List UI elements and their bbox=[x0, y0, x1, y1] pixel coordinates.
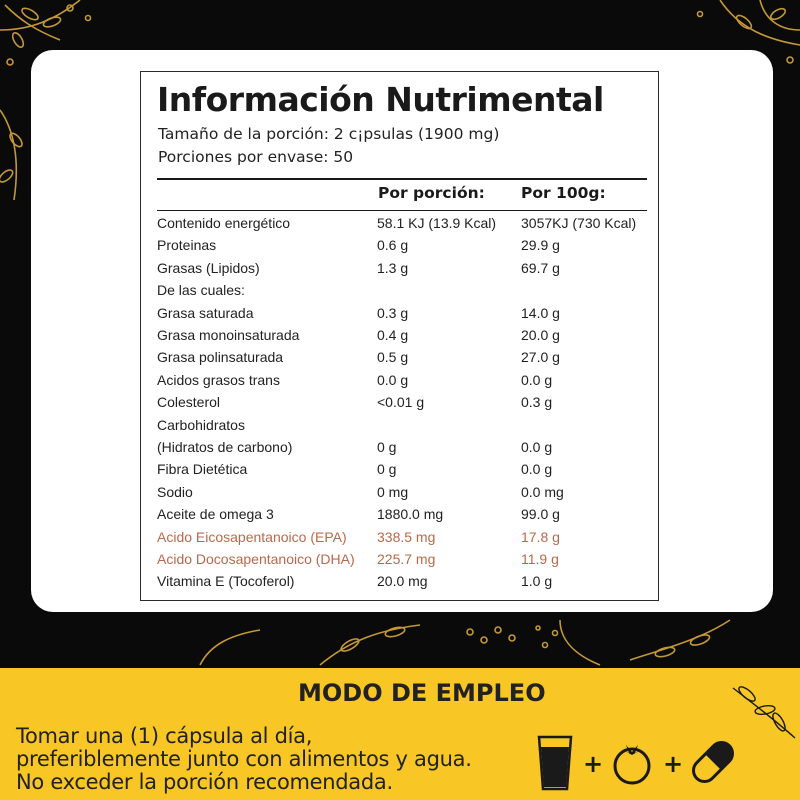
column-per-serving: Por porción: bbox=[378, 184, 485, 202]
nutrient-name: Contenido energético bbox=[157, 215, 291, 231]
usage-line: No exceder la porción recomendada. bbox=[16, 770, 393, 794]
value-per-100g: 0.0 g bbox=[521, 461, 553, 478]
tomato-icon bbox=[607, 740, 657, 786]
value-per-serving: 0.0 g bbox=[377, 371, 409, 388]
value-per-serving: 0 mg bbox=[377, 483, 409, 500]
nutrient-row bbox=[157, 570, 647, 592]
nutrient-row bbox=[157, 279, 647, 301]
nutrient-row bbox=[157, 526, 647, 548]
column-per-100g: Por 100g: bbox=[521, 184, 606, 202]
nutrient-name: Vitamina E (Tocoferol) bbox=[157, 573, 295, 590]
label-title: Información Nutrimental bbox=[157, 80, 604, 119]
value-per-100g: 29.9 g bbox=[521, 237, 560, 254]
nutrient-row bbox=[157, 481, 647, 503]
nutrient-row bbox=[157, 369, 647, 391]
nutrient-name: Grasa saturada bbox=[157, 304, 254, 321]
value-per-serving: 20.0 mg bbox=[377, 573, 428, 590]
value-per-100g: 0.0 mg bbox=[521, 483, 564, 500]
nutrient-name: (Hidratos de carbono) bbox=[157, 439, 293, 455]
nutrient-name: De las cuales: bbox=[157, 282, 245, 299]
nutrient-name: Sodio bbox=[157, 483, 193, 500]
value-per-100g: 14.0 g bbox=[521, 304, 560, 321]
nutrient-name: Acido Eicosapentanoico (EPA) bbox=[157, 528, 347, 545]
nutrient-row bbox=[157, 503, 647, 525]
value-per-100g: 20.0 g bbox=[521, 327, 560, 343]
nutrient-row bbox=[157, 414, 647, 436]
column-rule bbox=[157, 210, 647, 211]
value-per-serving: 1.3 g bbox=[377, 259, 409, 276]
nutrient-row bbox=[157, 257, 647, 279]
value-per-100g: 99.0 g bbox=[521, 506, 560, 523]
value-per-serving: 0 g bbox=[377, 461, 397, 478]
value-per-serving: 58.1 KJ (13.9 Kcal) bbox=[377, 215, 497, 231]
value-per-100g: 11.9 g bbox=[521, 551, 559, 567]
value-per-serving: <0.01 g bbox=[377, 394, 425, 411]
value-per-100g: 17.8 g bbox=[521, 528, 560, 545]
nutrient-name: Acido Docosapentanoico (DHA) bbox=[157, 551, 355, 567]
value-per-serving: 0.4 g bbox=[377, 327, 409, 343]
nutrient-name: Grasas (Lipidos) bbox=[157, 259, 260, 276]
nutrient-row bbox=[157, 391, 647, 413]
nutrient-row bbox=[157, 212, 647, 234]
usage-title: MODO DE EMPLEO bbox=[298, 679, 546, 707]
plus-icon: + bbox=[663, 750, 684, 778]
nutrient-row bbox=[157, 458, 647, 480]
value-per-100g: 0.3 g bbox=[521, 394, 553, 411]
nutrient-name: Grasa polinsaturada bbox=[157, 349, 284, 366]
leaf-sprig-icon bbox=[725, 680, 800, 740]
plus-icon: + bbox=[583, 750, 604, 778]
capsule-icon bbox=[686, 735, 740, 789]
value-per-serving: 0 g bbox=[377, 439, 397, 455]
nutrient-name: Fibra Dietética bbox=[157, 461, 248, 478]
nutrient-row bbox=[157, 234, 647, 256]
usage-line: Tomar una (1) cápsula al día, bbox=[16, 724, 313, 748]
nutrient-name: Proteinas bbox=[157, 237, 217, 254]
value-per-100g: 0.0 g bbox=[521, 371, 553, 388]
value-per-100g: 27.0 g bbox=[521, 349, 560, 366]
value-per-100g: 0.0 g bbox=[521, 439, 553, 455]
nutrient-name: Aceite de omega 3 bbox=[157, 506, 274, 523]
usage-line: preferiblemente junto con alimentos y agua. bbox=[16, 747, 472, 771]
water-glass-icon bbox=[537, 735, 573, 791]
value-per-100g: 3057KJ (730 Kcal) bbox=[521, 215, 637, 231]
value-per-100g: 69.7 g bbox=[521, 259, 560, 276]
nutrient-row bbox=[157, 302, 647, 324]
nutrient-row bbox=[157, 548, 647, 570]
value-per-serving: 338.5 mg bbox=[377, 528, 436, 545]
nutrient-row bbox=[157, 436, 647, 458]
value-per-serving: 1880.0 mg bbox=[377, 506, 444, 523]
value-per-serving: 0.3 g bbox=[377, 304, 409, 321]
servings-per-container: Porciones por envase: 50 bbox=[158, 148, 354, 166]
nutrient-row bbox=[157, 346, 647, 368]
nutrient-name: Acidos grasos trans bbox=[157, 371, 280, 388]
value-per-serving: 0.5 g bbox=[377, 349, 409, 366]
nutrient-name: Colesterol bbox=[157, 394, 221, 411]
value-per-serving: 225.7 mg bbox=[377, 551, 436, 567]
nutrient-row bbox=[157, 324, 647, 346]
value-per-100g: 1.0 g bbox=[521, 573, 553, 590]
serving-size: Tamaño de la porción: 2 c¡psulas (1900 mg) bbox=[158, 125, 500, 143]
nutrient-name: Grasa monoinsaturada bbox=[157, 327, 300, 343]
value-per-serving: 0.6 g bbox=[377, 237, 409, 254]
nutrient-name: Carbohidratos bbox=[157, 416, 245, 433]
header-rule bbox=[157, 178, 647, 180]
